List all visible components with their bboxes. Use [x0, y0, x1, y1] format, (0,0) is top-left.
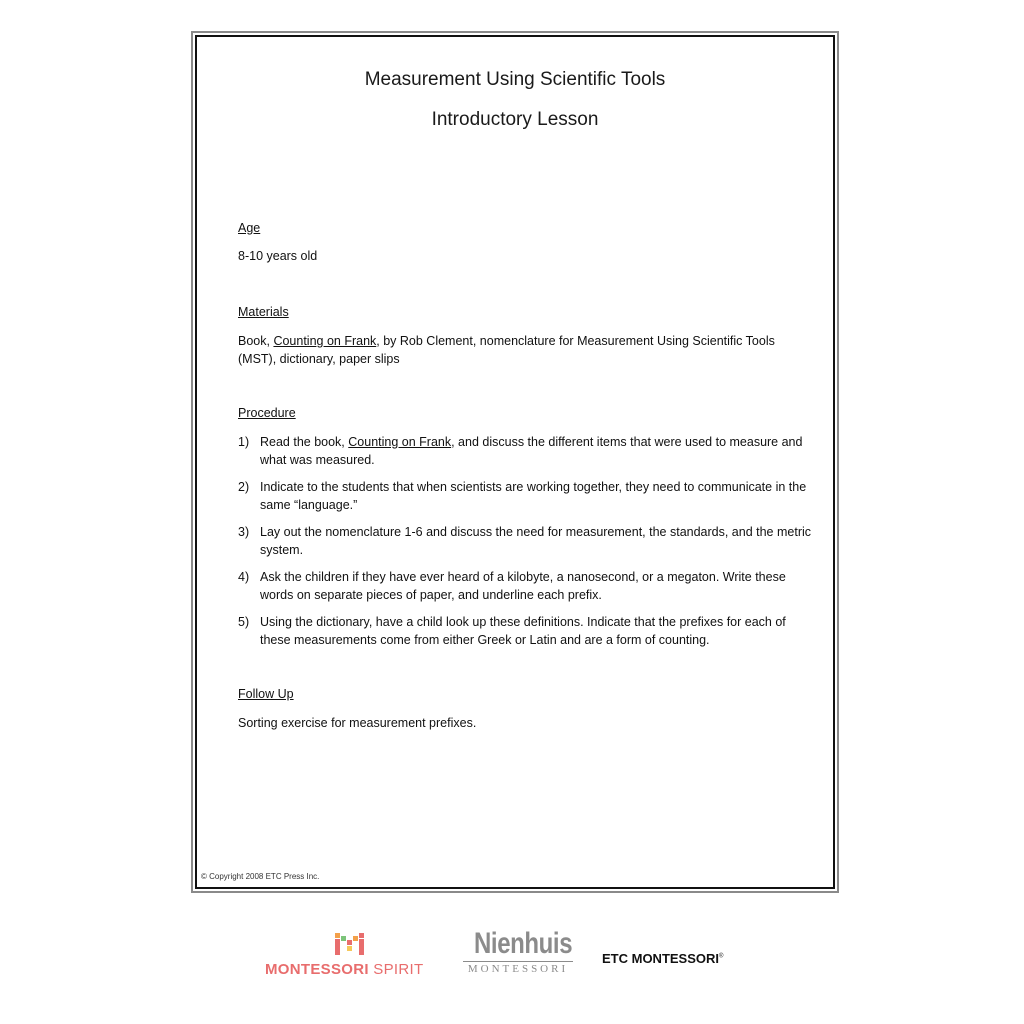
- procedure-step-5: [238, 613, 818, 649]
- document-title: Measurement Using Scientific Tools: [364, 69, 666, 90]
- montessori-spirit-m-icon: [335, 933, 369, 955]
- procedure-step-book-title: Counting on Frank: [348, 435, 452, 449]
- procedure-heading: Procedure: [238, 406, 296, 420]
- procedure-step-text: Ask the children if they have ever heard of a kilobyte, a nanosecond, or a megaton. Write these words on separate pieces of paper, and underline each prefix.: [260, 570, 786, 602]
- worksheet-page: [191, 31, 839, 893]
- brand-logos: [0, 925, 1024, 985]
- materials-text-before: Book,: [238, 334, 274, 348]
- montessori-spirit-light: SPIRIT: [368, 961, 424, 978]
- procedure-step-number: 1): [238, 435, 250, 449]
- montessori-spirit-wordmark: [265, 961, 440, 978]
- procedure-step-number: 2): [238, 480, 250, 494]
- document-subtitle: Introductory Lesson: [431, 109, 599, 130]
- materials-text: [238, 332, 808, 368]
- etc-montessori-logo: [602, 951, 723, 966]
- materials-text-after: , by Rob Clement, nomenclature for Measurement Using Scientific Tools: [376, 334, 775, 348]
- copyright-notice: © Copyright 2008 ETC Press Inc.: [201, 872, 320, 881]
- procedure-step-2: [238, 478, 818, 514]
- worksheet-border: [195, 35, 835, 889]
- procedure-step-number: 3): [238, 525, 250, 539]
- procedure-list: [238, 433, 818, 658]
- procedure-step-number: 4): [238, 570, 250, 584]
- age-text: 8-10 years old: [238, 249, 318, 263]
- materials-book-title: Counting on Frank: [273, 334, 377, 348]
- procedure-step-text-before: Read the book,: [260, 435, 349, 449]
- procedure-step-text: Lay out the nomenclature 1-6 and discuss the need for measurement, the standards, and the metric system.: [260, 525, 812, 557]
- procedure-step-text-after: , and discuss the different items that were used to measure and what was measured.: [260, 435, 803, 467]
- procedure-step-4: [238, 568, 818, 604]
- nienhuis-logo: [463, 929, 573, 981]
- materials-text-line2: (MST), dictionary, paper slips: [238, 352, 400, 366]
- registered-mark: ®: [719, 953, 724, 960]
- procedure-step-text: Using the dictionary, have a child look up these definitions. Indicate that the prefixes for each of these measurements come from either Greek or Latin and are a form of counting.: [260, 615, 786, 647]
- age-heading: Age: [238, 221, 261, 235]
- etc-montessori-wordmark: ETC MONTESSORI: [602, 951, 720, 966]
- procedure-step-3: [238, 523, 818, 559]
- montessori-spirit-logo: [265, 929, 440, 979]
- materials-heading: Materials: [238, 305, 289, 319]
- procedure-step-text: Indicate to the students that when scientists are working together, they need to communicate in the same “language.”: [260, 480, 807, 512]
- nienhuis-wordmark: Nienhuis: [474, 927, 573, 960]
- nienhuis-subtitle: MONTESSORI: [463, 961, 573, 975]
- procedure-step-1: [238, 433, 818, 469]
- follow-up-heading: Follow Up: [238, 687, 294, 701]
- follow-up-text: Sorting exercise for measurement prefixes.: [238, 716, 477, 730]
- montessori-spirit-bold: MONTESSORI: [265, 961, 369, 978]
- procedure-step-number: 5): [238, 615, 250, 629]
